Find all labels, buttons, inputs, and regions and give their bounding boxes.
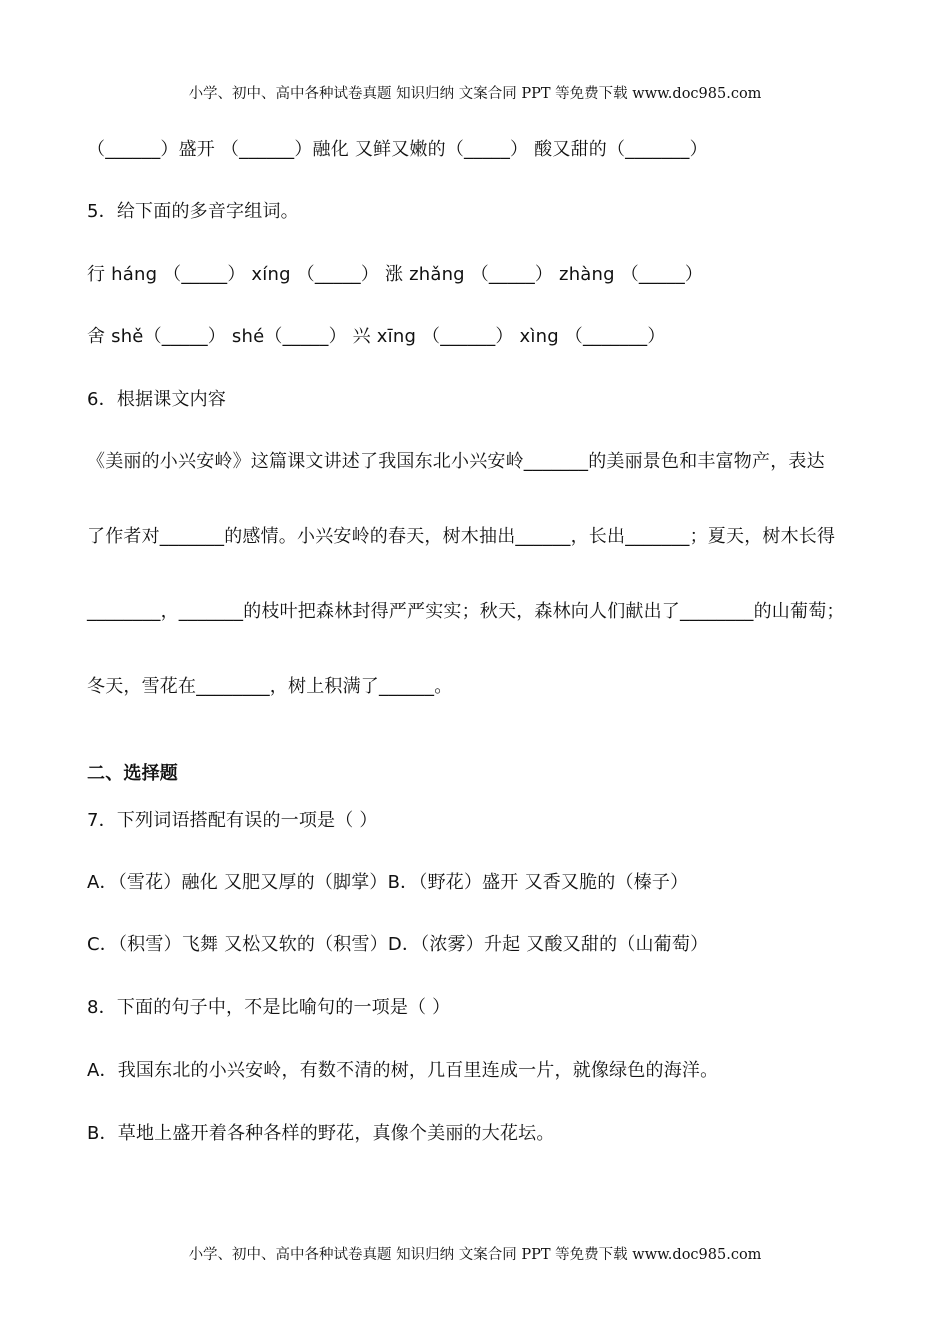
q4-blanks-line: （______）盛开 （______）融化 又鲜又嫩的（_____） 酸又甜的（_______） xyxy=(87,139,708,160)
q6-text-line-3: ________，_______的枝叶把森林封得严严实实；秋天，森林向人们献出了________的山葡萄； xyxy=(87,601,845,622)
q6-text-line-1: 《美丽的小兴安岭》这篇课文讲述了我国东北小兴安岭_______的美丽景色和丰富物产，表达 xyxy=(87,451,825,472)
q7-options-cd: C．（积雪）飞舞 又松又软的（积雪）D．（浓雾）升起 又酸又甜的（山葡萄） xyxy=(87,934,709,955)
q5-row-1: 行 háng （_____） xíng （_____） 涨 zhǎng （_____） zhàng （_____） xyxy=(87,264,704,285)
q8-option-b: B．草地上盛开着各种各样的野花，真像个美丽的大花坛。 xyxy=(87,1123,555,1144)
section-2-title: 二、选择题 xyxy=(87,763,178,784)
q6-text-line-4: 冬天，雪花在________，树上积满了______。 xyxy=(87,676,453,697)
q5-row-2: 舍 shě（_____） shé（_____） 兴 xīng （______） xìng （_______） xyxy=(87,326,666,347)
page-footer: 小学、初中、高中各种试卷真题 知识归纳 文案合同 PPT 等免费下载 www.doc985.com xyxy=(188,1247,762,1263)
page-header: 小学、初中、高中各种试卷真题 知识归纳 文案合同 PPT 等免费下载 www.doc985.com xyxy=(188,86,762,102)
q7-options-ab: A．（雪花）融化 又肥又厚的（脚掌）B．（野花）盛开 又香又脆的（榛子） xyxy=(87,872,689,893)
q5-title: 5．给下面的多音字组词。 xyxy=(87,201,299,222)
q7-title: 7．下列词语搭配有误的一项是（ ） xyxy=(87,810,378,831)
q6-title: 6．根据课文内容 xyxy=(87,389,227,410)
q8-title: 8．下面的句子中，不是比喻句的一项是（ ） xyxy=(87,997,451,1018)
q6-text-line-2: 了作者对_______的感情。小兴安岭的春天，树木抽出______，长出_______；夏天，树木长得 xyxy=(87,526,836,547)
q8-option-a: A．我国东北的小兴安岭，有数不清的树，几百里连成一片，就像绿色的海洋。 xyxy=(87,1060,719,1081)
